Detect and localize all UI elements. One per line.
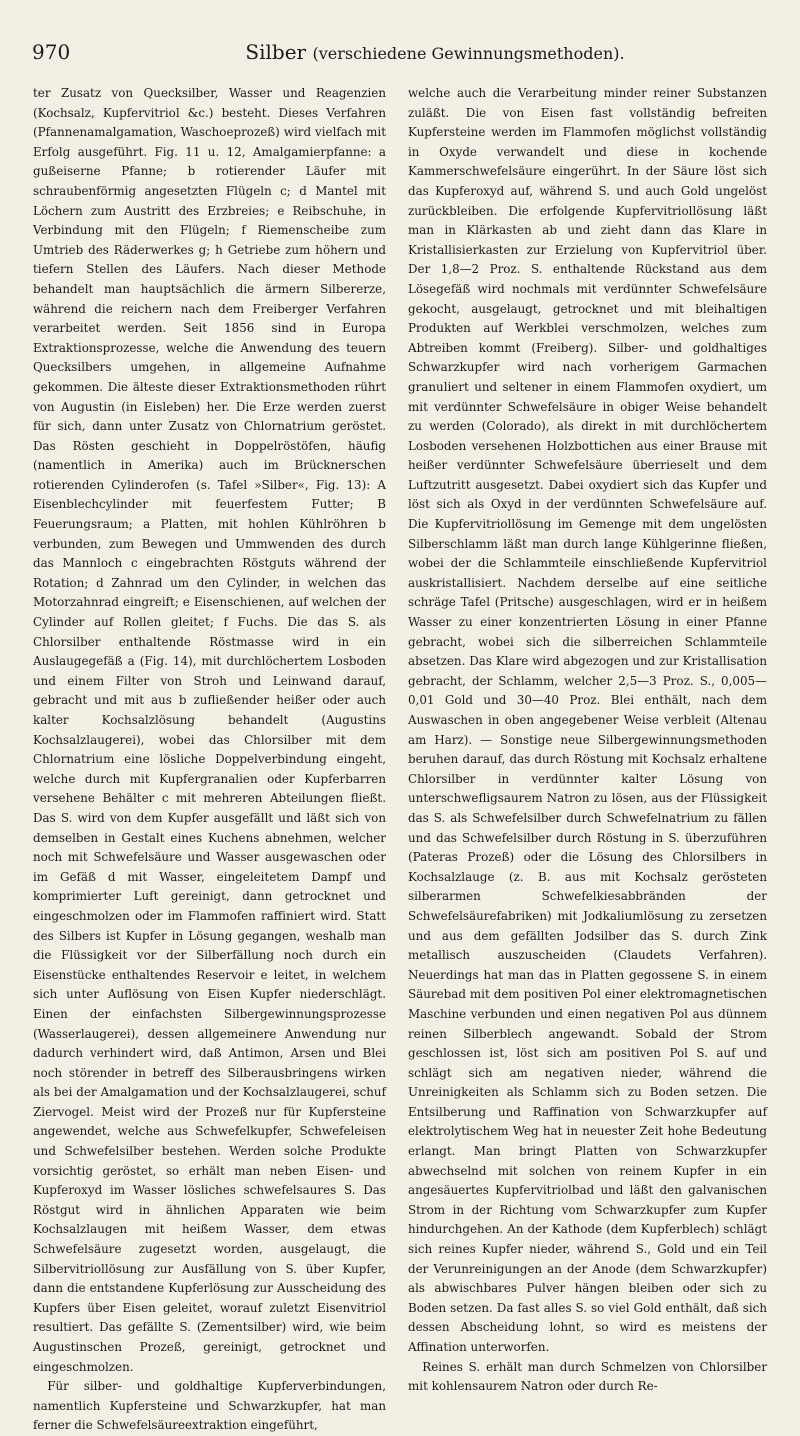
page-number: 970 [32, 40, 71, 64]
right-paragraph-1: welche auch die Verarbeitung minder reiner Substanzen zuläßt. Die von Eisen fast vollständig befreiten Kupfersteine werden im Flammofen möglichst vollständig in Oxyde verwandelt und diese in kochende Kammerschwefelsäure eingerührt. In der Säure löst sich das Kupferoxyd auf, während S. und auch Gold ungelöst zurückbleiben. Die erfolgende Kupfervitriollösung läßt man in Klärkasten ab und zieht dann das Klare in Kristallisierkasten zur Erzielung von Kupfervitriol über. Der 1,8—2 Proz. S. enthaltende Rückstand aus dem Lösegefäß wird nochmals mit verdünnter Schwefelsäure gekocht, ausgelaugt, getrocknet und mit bleihaltigen Produkten auf Werkblei verschmolzen, welches zum Abtreiben kommt (Freiberg). Silber- und goldhaltiges Schwarzkupfer wird nach vorherigem Garmachen granuliert und seltener in einem Flammofen oxydiert, um mit verdünnter Schwefelsäure in obiger Weise behandelt zu werden (Colorado), als direkt in mit durchlöchertem Losboden versehenen Holzbottichen aus einer Brause mit heißer verdünnter Schwefelsäure überrieselt und dem Luftzutritt ausgesetzt. Dabei oxydiert sich das Kupfer und löst sich als Oxyd in der verdünnten Schwefelsäure auf. Die Kupfervitriollösung im Gemenge mit dem ungelösten Silberschlamm läßt man durch lange Kühlgerinne fließen, wobei der die Schlammteile einschließende Kupfervitriol auskristallisiert. Nachdem derselbe auf eine seitliche schräge Tafel (Pritsche) ausgeschlagen, wird er in heißem Wasser zu einer konzentrierten Lösung in einer Pfanne gebracht, wobei sich die silberreichen Schlammteile absetzen. Das Klare wird abgezogen und zur Kristallisation gebracht, der Schlamm, welcher 2,5—3 Proz. S., 0,005—0,01 Gold und 30—40 Proz. Blei enthält, nach dem Auswaschen in oben angegebener Weise verbleit (Altenau am Harz). — Sonstige neue Silbergewinnungsmethoden beruhen darauf, das durch Röstung mit Kochsalz erhaltene Chlorsilber in verdünnter kalter Lösung von unterschwefligsaurem Natron zu lösen, aus der Flüssigkeit das S. als Schwefelsilber durch Schwefelnatrium zu fällen und das Schwefelsilber durch Röstung in S. überzuführen (Pateras Prozeß) oder die Lösung des Chlorsilbers in Kochsalzlauge (z. B. aus mit Kochsalz gerösteten silberarmen Schwefelkiesabbränden der Schwefelsäurefabriken) mit Jodkaliumlösung zu zersetzen und aus dem gefällten Jodsilber das S. durch Zink metallisch auszuscheiden (Claudets Verfahren). Neuerdings hat man das in Platten gegossene S. in einem Säurebad mit dem positiven Pol einer elektromagnetischen Maschine verbunden und einen negativen Pol aus dünnem reinen Silberblech angewandt. Sobald der Strom geschlossen ist, löst sich am positiven Pol S. auf und schlägt sich am negativen nieder, während die Unreinigkeiten als Schlamm sich zu Boden setzen. Die Entsilberung und Raffination von Schwarzkupfer auf elektrolytischem Weg hat in neuester Zeit hohe Bedeutung erlangt. Man bringt Platten von Schwarzkupfer abwechselnd mit solchen von reinem Kupfer in ein angesäuertes Kupfervitriolbad und läßt den galvanischen Strom in der Richtung vom Schwarzkupfer zum Kupfer hindurchgehen. An der Kathode (dem Kupferblech) schlägt sich reines Kupfer nieder, während S., Gold und ein Teil der Verunreinigungen an der Anode (dem Schwarzkupfer) als abwischbares Pulver hängen bleiben oder sich zu Boden setzen. Da fast alles S. so viel Gold enthält, daß sich dessen Abscheidung lohnt, so wird es meistens der Affination unterworfen. [408, 86, 767, 1354]
right-column [408, 84, 767, 1394]
left-column [33, 84, 386, 1433]
running-head-title: Silber [245, 40, 307, 64]
left-paragraph-1: ter Zusatz von Quecksilber, Wasser und Reagenzien (Kochsalz, Kupfervitriol &c.) besteht. Dieses Verfahren (Pfannenamalgamation, Waschoeprozeß) wird vielfach mit Erfolg ausgeführt. Fig. 11 u. 12, Amalgamierpfanne: a gußeiserne Pfanne; b rotierender Läufer mit schraubenförmig angesetzten Flügeln c; d Mantel mit Löchern zum Austritt des Erzbreies; e Reibschuhe, in Verbindung mit den Flügeln; f Riemenscheibe zum Umtrieb des Räderwerkes g; h Getriebe zum höhern und tiefern Stellen des Läufers. Nach dieser Methode behandelt man hauptsächlich die ärmern Silbererze, während die reichern nach dem Freiberger Verfahren verarbeitet werden. Seit 1856 sind in Europa Extraktionsprozesse, welche die Anwendung des teuern Quecksilbers umgehen, in allgemeine Aufnahme gekommen. Die älteste dieser Extraktionsmethoden rührt von Augustin (in Eisleben) her. Die Erze werden zuerst für sich, dann unter Zusatz von Chlornatrium geröstet. Das Rösten geschieht in Doppelröstöfen, häufig (namentlich in Amerika) auch im Brücknerschen rotierenden Cylinderofen (s. Tafel »Silber«, Fig. 13): A Eisenblechcylinder mit feuerfestem Futter; B Feuerungsraum; a Platten, mit hohlen Kühlröhren b verbunden, zum Bewegen und Ummwenden des durch das Mannloch c eingebrachten Röstguts während der Rotation; d Zahnrad um den Cylinder, in welchen das Motorzahnrad eingreift; e Eisenschienen, auf welchen der Cylinder auf Rollen gleitet; f Fuchs. Die das S. als Chlorsilber enthaltende Röstmasse wird in ein Auslaugegefäß a (Fig. 14), mit durchlöchertem Losboden und einem Filter von Stroh und Leinwand darauf, gebracht und mit aus b zufließender heißer oder auch kalter Kochsalzlösung behandelt (Augustins Kochsalzlaugerei), wobei das Chlorsilber mit dem Chlornatrium eine lösliche Doppelverbindung eingeht, welche durch mit Kupfergranalien oder Kupferbarren versehene Behälter c mit mehreren Abteilungen fließt. Das S. wird von dem Kupfer ausgefällt und läßt sich von demselben in Gestalt eines Kuchens abnehmen, welcher noch mit Schwefelsäure und Wasser ausgewaschen oder im Gefäß d mit Wasser, eingeleitetem Dampf und komprimierter Luft gereinigt, dann getrocknet und eingeschmolzen oder im Flammofen raffiniert wird. Statt des Silbers ist Kupfer in Lösung gegangen, weshalb man die Flüssigkeit vor der Silberfällung noch durch ein Eisenstücke enthaltendes Reservoir e leitet, in welchem sich unter Auflösung von Eisen Kupfer niederschlägt. Einen der einfachsten Silbergewinnungsprozesse (Wasserlaugerei), dessen allgemeinere Anwendung nur dadurch verhindert wird, daß Antimon, Arsen und Blei noch störender in betreff des Silberausbringens wirken als bei der Amalgamation und der Kochsalzlaugerei, schuf Ziervogel. Meist wird der Prozeß nur für Kupfersteine angewendet, welche aus Schwefelkupfer, Schwefeleisen und Schwefelsilber bestehen. Werden solche Produkte vorsichtig geröstet, so erhält man neben Eisen- und Kupferoxyd im Wasser lösliches schwefelsaures S. Das Röstgut wird in ähnlichen Apparaten wie beim Kochsalzlaugen mit heißem Wasser, dem etwas Schwefelsäure zugesetzt worden, ausgelaugt, die Silbervitriollösung zur Ausfällung von S. über Kupfer, dann die entstandene Kupferlösung zur Ausscheidung des Kupfers über Eisen geleitet, worauf zuletzt Eisenvitriol resultiert. Das gefällte S. (Zementsilber) wird, wie beim Augustinschen Prozeß, gereinigt, getrocknet und eingeschmolzen. [33, 86, 386, 1374]
right-paragraph-2: Reines S. erhält man durch Schmelzen von Chlorsilber mit kohlensaurem Natron oder durch Re- [408, 1359, 767, 1394]
page-header [32, 40, 768, 74]
running-head [102, 40, 768, 64]
running-head-subtitle: (verschiedene Gewinnungsmethoden). [312, 44, 625, 63]
left-paragraph-2: Für silber- und goldhaltige Kupferverbindungen, namentlich Kupfersteine und Schwarzkupfer, hat man ferner die Schwefelsäureextraktion eingeführt, [33, 1379, 386, 1433]
